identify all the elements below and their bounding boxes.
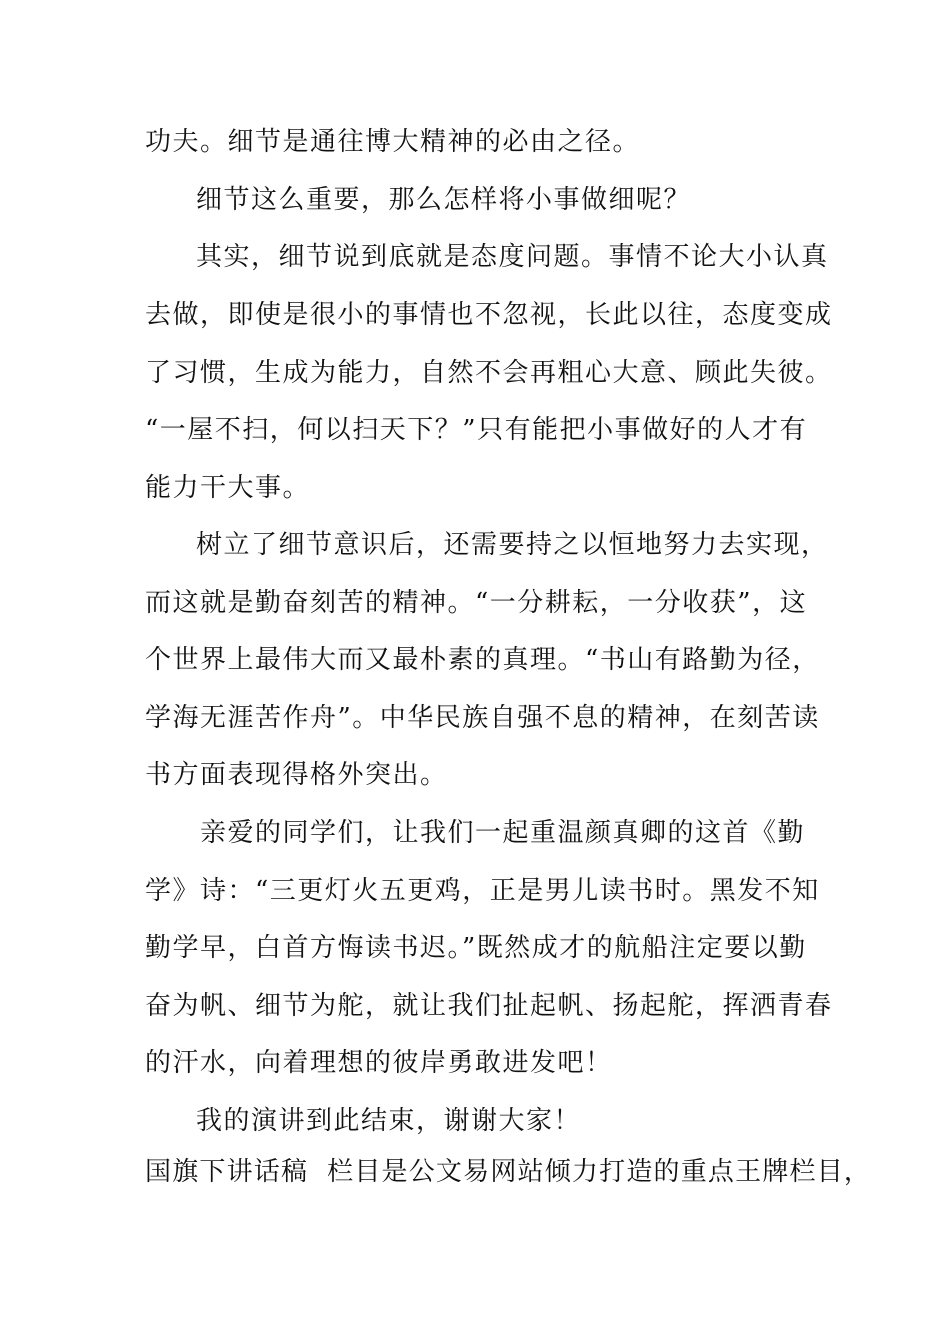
- paragraph-line: 而这就是勤奋刻苦的精神。“一分耕耘，一分收获”，这: [145, 588, 808, 618]
- paragraph-line: 细节这么重要，那么怎样将小事做细呢？: [196, 185, 692, 215]
- paragraph-line: 学》诗：“三更灯火五更鸡，正是男儿读书时。黑发不知: [145, 876, 820, 906]
- paragraph-line: 了习惯，生成为能力，自然不会再粗心大意、顾此失彼。: [145, 358, 833, 388]
- paragraph-line: 个世界上最伟大而又最朴素的真理。“书山有路勤为径，: [145, 645, 820, 675]
- paragraph-line: 奋为帆、细节为舵，就让我们扯起帆、扬起舵，挥洒青春: [145, 991, 833, 1021]
- paragraph-line: 树立了细节意识后，还需要持之以恒地努力去实现，: [196, 530, 829, 560]
- paragraph-line: 勤学早，白首方悔读书迟。”既然成才的航船注定要以勤: [145, 933, 807, 963]
- paragraph-line: 学海无涯苦作舟”。中华民族自强不息的精神，在刻苦读: [145, 703, 820, 733]
- paragraph-line: 能力干大事。: [145, 473, 311, 503]
- footer-line: 国旗下讲话稿 栏目是公文易网站倾力打造的重点王牌栏目，: [145, 1157, 872, 1187]
- paragraph-line: 其实，细节说到底就是态度问题。事情不论大小认真: [196, 242, 829, 272]
- paragraph-line: 功夫。细节是通往博大精神的必由之径。: [145, 127, 641, 157]
- paragraph-line: 去做，即使是很小的事情也不忽视，长此以往，态度变成: [145, 300, 833, 330]
- paragraph-line: 我的演讲到此结束，谢谢大家！: [196, 1106, 582, 1136]
- paragraph-line: 书方面表现得格外突出。: [145, 760, 448, 790]
- paragraph-line: 的汗水，向着理想的彼岸勇敢进发吧！: [145, 1048, 613, 1078]
- paragraph-line: 亲爱的同学们，让我们一起重温颜真卿的这首《勤: [200, 818, 806, 848]
- paragraph-line: “一屋不扫，何以扫天下？”只有能把小事做好的人才有: [145, 415, 808, 445]
